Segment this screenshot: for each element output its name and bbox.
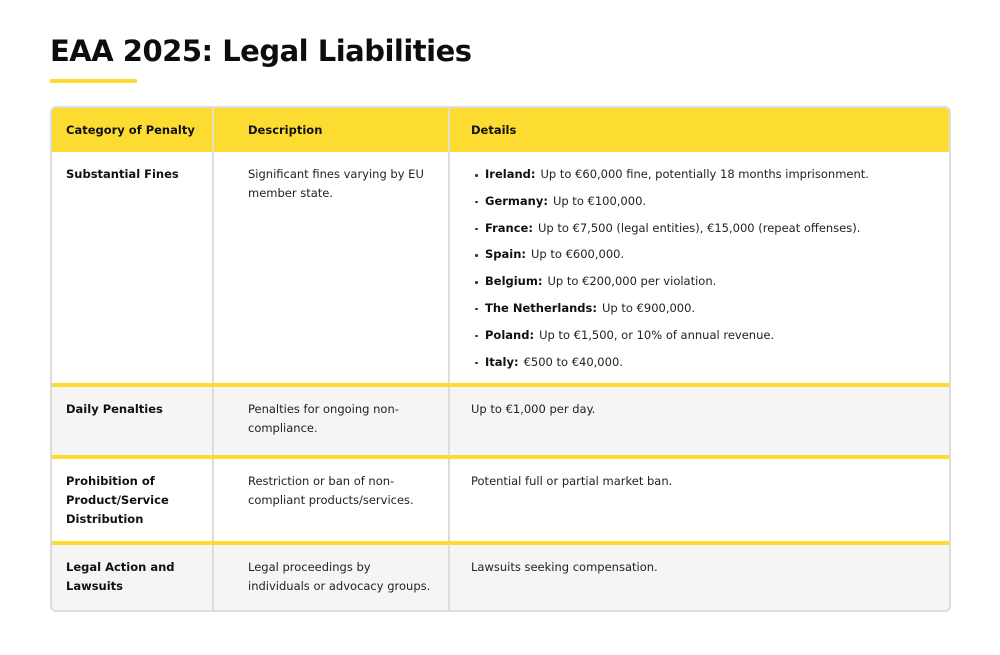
country-label: Poland: xyxy=(485,327,535,342)
table-row xyxy=(52,385,949,457)
country-label: Ireland: xyxy=(485,167,536,181)
liabilities-table xyxy=(50,106,951,612)
table-row xyxy=(52,152,949,385)
country-label: Spain: xyxy=(485,247,527,262)
header-category: Category of Penalty xyxy=(52,108,213,152)
fine-text: €500 to €40,000. xyxy=(523,354,623,369)
fines-list xyxy=(471,165,939,379)
cell-description: Restriction or ban of non-compliant products/services. xyxy=(213,457,449,543)
list-item xyxy=(471,299,939,326)
country-label: Germany: xyxy=(485,193,548,208)
cell-description: Penalties for ongoing non-compliance. xyxy=(213,385,449,457)
cell-details xyxy=(449,152,949,385)
cell-details: Lawsuits seeking compensation. xyxy=(471,560,658,574)
fine-text: Up to €200,000 per violation. xyxy=(547,274,717,289)
cell-description: Legal proceedings by individuals or advocacy groups. xyxy=(213,543,449,612)
page-title: EAA 2025: Legal Liabilities xyxy=(50,34,472,68)
list-item xyxy=(471,165,939,192)
country-label: France: xyxy=(485,220,533,235)
fine-text: Up to €100,000. xyxy=(552,193,647,208)
table-header-row xyxy=(52,108,949,152)
table-row xyxy=(52,543,949,612)
cell-description: Significant fines varying by EU member state. xyxy=(213,152,449,385)
cell-details: Potential full or partial market ban. xyxy=(471,474,673,488)
list-item xyxy=(471,353,939,380)
cell-category: Substantial Fines xyxy=(52,152,213,385)
cell-details: Up to €1,000 per day. xyxy=(471,402,596,416)
header-details: Details xyxy=(471,123,517,137)
list-item xyxy=(471,219,939,246)
country-label: Italy: xyxy=(485,354,519,369)
list-item xyxy=(471,272,939,299)
list-item xyxy=(471,326,939,353)
fine-text: Up to €900,000. xyxy=(601,300,696,315)
header-description: Description xyxy=(213,108,449,152)
country-label: The Netherlands: xyxy=(485,300,597,315)
table-row xyxy=(52,457,949,543)
cell-category: Daily Penalties xyxy=(52,385,213,457)
country-label: Belgium: xyxy=(485,274,543,289)
fine-text: Up to €60,000 fine, potentially 18 months imprisonment. xyxy=(540,167,869,181)
fine-text: Up to €7,500 (legal entities), €15,000 (repeat offenses). xyxy=(537,220,861,235)
list-item xyxy=(471,245,939,272)
list-item xyxy=(471,192,939,219)
fine-text: Up to €600,000. xyxy=(531,247,625,262)
cell-category: Legal Action and Lawsuits xyxy=(52,543,213,612)
fine-text: Up to €1,500, or 10% of annual revenue. xyxy=(539,327,775,342)
cell-category: Prohibition of Product/Service Distribution xyxy=(52,457,213,543)
title-underline xyxy=(50,79,137,83)
